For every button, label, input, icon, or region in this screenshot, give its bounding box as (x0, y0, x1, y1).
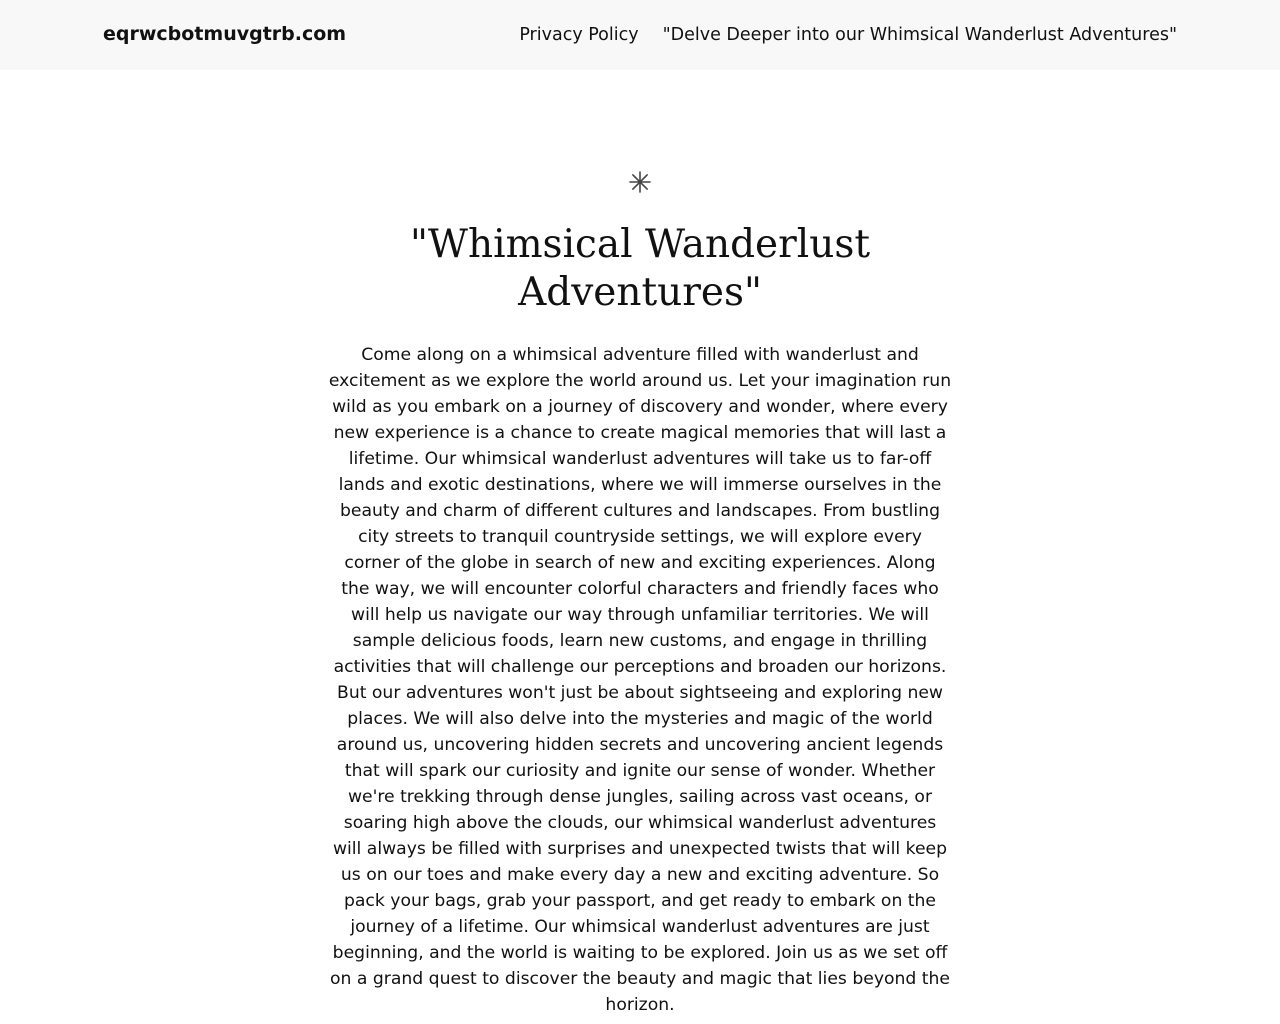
body-paragraph: Come along on a whimsical adventure filled with wanderlust and excitement as we explore the world around us. Let your imagination run wild as you embark on a journey of discovery and wonder, where every new experience is a chance to create magical memories that will last a lifetime. Our whimsical wanderlust adventures will take us to far-off lands and exotic destinations, where we will immerse ourselves in the beauty and charm of different cultures and landscapes. From bustling city streets to tranquil countryside settings, we will explore every corner of the globe in search of new and exciting experiences. Along the way, we will encounter colorful characters and friendly faces who will help us navigate our way through unfamiliar territories. We will sample delicious foods, learn new customs, and engage in thrilling activities that will challenge our perceptions and broaden our horizons. But our adventures won't just be about sightseeing and exploring new places. We will also delve into the mysteries and magic of the world around us, uncovering hidden secrets and uncovering ancient legends that will spark our curiosity and ignite our sense of wonder. Whether we're trekking through dense jungles, sailing across vast oceans, or soaring high above the clouds, our whimsical wanderlust adventures will always be filled with surprises and unexpected twists that will keep us on our toes and make every day a new and exciting adventure. So pack your bags, grab your passport, and get ready to embark on the journey of a lifetime. Our whimsical wanderlust adventures are just beginning, and the world is waiting to be explored. Join us as we set off on a grand quest to discover the beauty and magic that lies beyond the horizon. (328, 345, 952, 1015)
site-title-link[interactable]: eqrwcbotmuvgtrb.com (103, 23, 347, 45)
asterisk-icon (627, 165, 653, 199)
nav-privacy-policy-link[interactable]: Privacy Policy (519, 25, 639, 45)
main-nav (519, 22, 1177, 48)
page-title: "Whimsical Wanderlust Adventures" (409, 222, 871, 315)
site-header (0, 0, 1280, 70)
nav-delve-deeper-link[interactable]: "Delve Deeper into our Whimsical Wanderlust Adventures" (662, 25, 1177, 45)
main-content (328, 165, 952, 1018)
